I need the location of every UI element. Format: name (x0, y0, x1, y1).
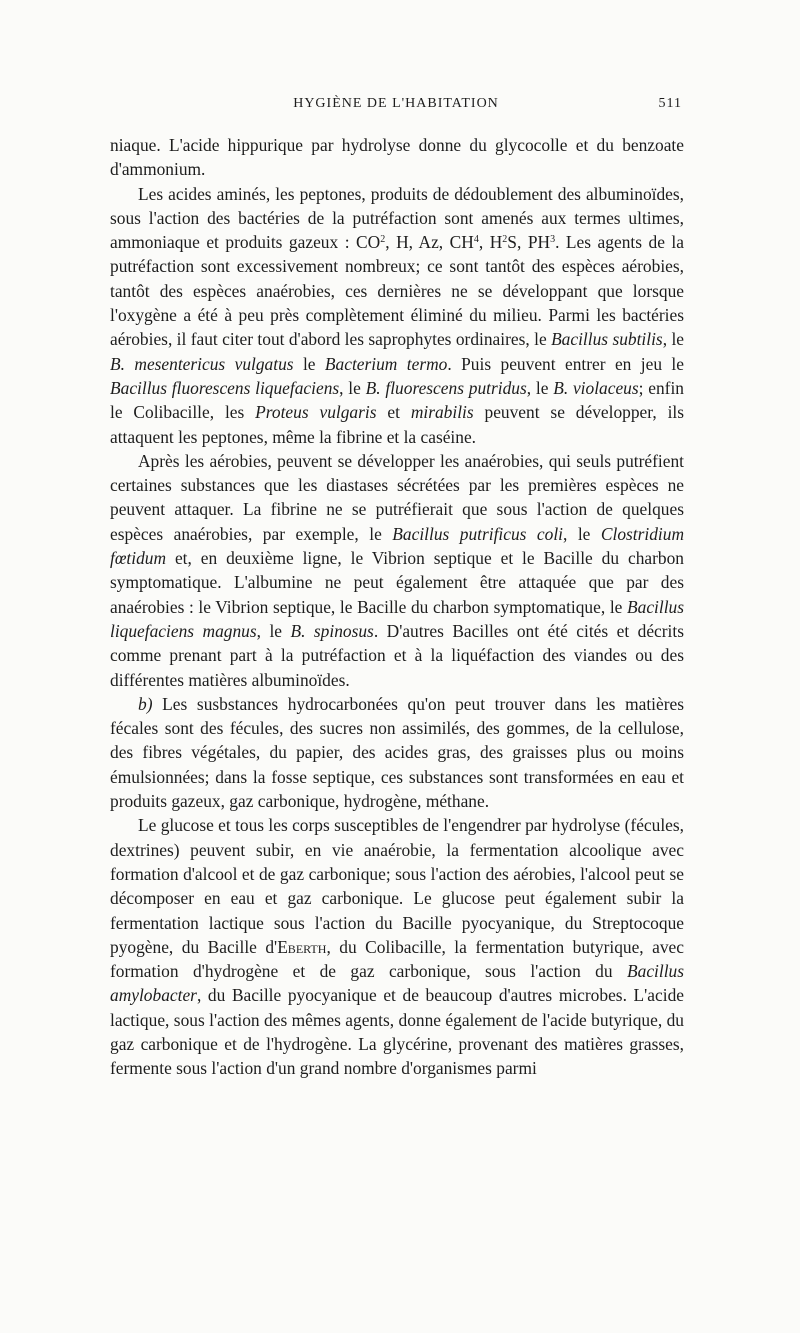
section-label: b) (138, 693, 153, 714)
running-header (110, 96, 682, 116)
page-number: 511 (658, 96, 682, 111)
paragraph-4: b) Les susbstances hydrocarbonées qu'on peut trouver dans les matières fécales sont des fécules, des sucres non assimilés, des gommes, de la cellulose, des fibres végétales, du papier, des acides gras, des graisses plus ou moins émulsionnées; dans la fosse septique, ces substances sont transformées en eau et produits gazeux, gaz carbonique, hydrogène, méthane. (110, 693, 684, 812)
paragraph-2: Les acides aminés, les peptones, produits de dédoublement des albuminoïdes, sous l'action des bactéries de la putréfaction sont amenés aux termes ultimes, ammoniaque et produits gazeux : $CO^2$, H, Az, $CH^4$, $H^2S$, $PH^3$. Les agents de la putréfaction sont excessivement nombreux; ce sont tantôt des espèces aérobies, tantôt des espèces anaérobies, ces dernières ne se développant que lorsque l'oxygène a été à peu près complètement éliminé du milieu. Parmi les bactéries aérobies, il faut citer tout d'abord les saprophytes ordinaires, le Bacillus subtilis, le B. mesentericus vulgatus le Bacterium termo. Puis peuvent entrer en jeu le Bacillus fluorescens liquefaciens, le B. fluorescens putridus, le B. violaceus; enfin le Colibacille, les Proteus vulgaris et mirabilis peuvent se développer, ils attaquent les peptones, même la fibrine et la caséine. (110, 183, 685, 447)
paragraph-5: Le glucose et tous les corps susceptibles de l'engendrer par hydrolyse (fécules, dextrines) peuvent subir, en vie anaérobie, la fermentation alcoolique avec formation d'alcool et de gaz carbonique; sous l'action des aérobies, l'alcool peut se décomposer en eau et gaz carbonique. Le glucose peut également subir la fermentation lactique sous l'action du Bacille pyocyanique, du Streptocoque pyogène, du Bacille d'Eberth, du Colibacille, la fermentation butyrique, avec formation d'hydrogène et de gaz carbonique, sous l'action du Bacillus amylobacter, du Bacille pyocyanique et de beaucoup d'autres microbes. L'acide lactique, sous l'action des mêmes agents, donne également de l'acide butyrique, du gaz carbonique et de l'hydrogène. La glycérine, provenant des matières grasses, fermente sous l'action d'un grand nombre d'organismes parmi (110, 815, 684, 1079)
body-text (110, 133, 684, 1081)
running-title: HYGIÈNE DE L'HABITATION (293, 96, 499, 111)
paragraph-3: Après les aérobies, peuvent se développer les anaérobies, qui seuls putréfient certaines substances que les diastases sécrétées par les premières espèces ne peuvent attaquer. La fibrine ne se putréfierait que sous l'action de quelques espèces anaérobies, par exemple, le Bacillus putrificus coli, le Clostridium fœtidum et, en deuxième ligne, le Vibrion septique et le Bacille du charbon symptomatique. L'albumine ne peut également être attaquée que par des anaérobies : le Vibrion septique, le Bacille du charbon symptomatique, le Bacillus liquefaciens magnus, le B. spinosus. D'autres Bacilles ont été cités et décrits comme prenant part à la putréfaction et à la liquéfaction des viandes ou des différentes matières albuminoïdes. (110, 450, 685, 690)
paragraph-1: niaque. L'acide hippurique par hydrolyse donne du glycocolle et du benzoate d'ammonium. (110, 135, 684, 180)
